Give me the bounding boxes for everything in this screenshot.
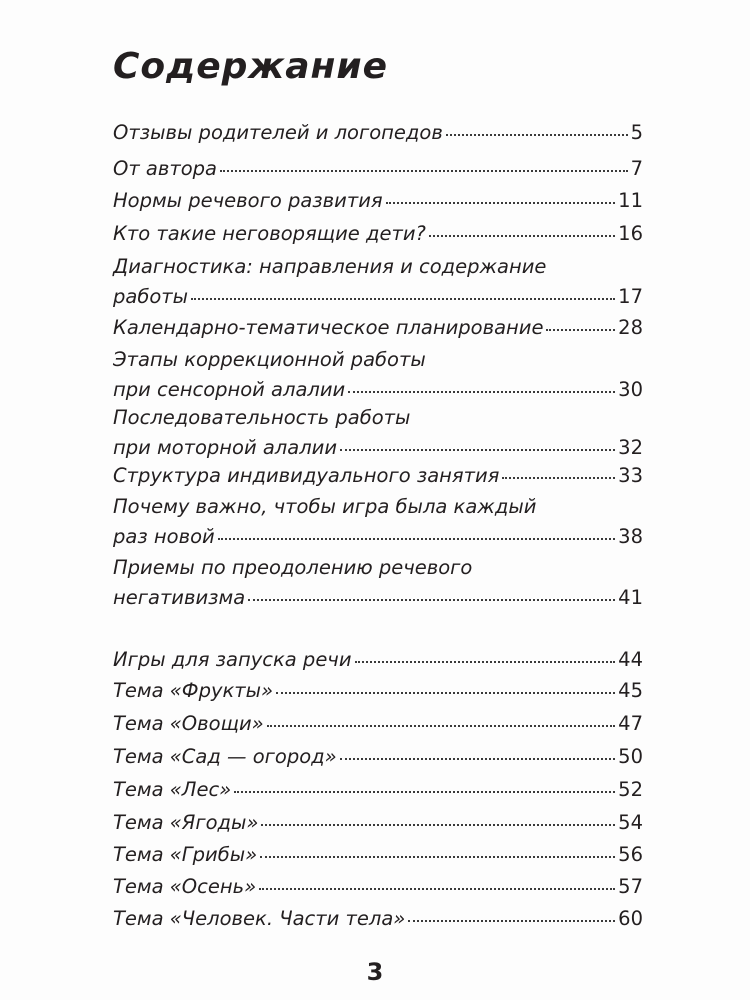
leader-dots: [218, 536, 616, 540]
leader-dots: [340, 447, 615, 451]
toc-entry-title: Диагностика: направления и содержание: [113, 255, 547, 278]
toc-entry-title: Тема «Осень»: [113, 875, 257, 898]
toc-entry-title: От автора: [113, 157, 217, 180]
toc-entry: [113, 118, 643, 148]
leader-dots: [546, 327, 615, 331]
leader-dots: [234, 789, 615, 793]
toc-entry: [113, 840, 643, 870]
toc-entry-page: 44: [618, 648, 643, 671]
toc-entry: [113, 904, 643, 934]
toc-entry: [113, 345, 643, 405]
toc-entry-title-continued: при сенсорной алалии: [113, 378, 346, 401]
toc-entry: [113, 154, 643, 184]
leader-dots: [267, 723, 616, 727]
toc-entry-title: Последовательность работы: [113, 406, 411, 429]
toc-entry: [113, 676, 643, 706]
leader-dots: [502, 475, 615, 479]
toc-entry-page: 5: [630, 121, 643, 144]
toc-entry-page: 32: [618, 436, 643, 459]
leader-dots: [408, 918, 615, 922]
toc-entry-page: 50: [618, 745, 643, 768]
toc-entry: [113, 645, 643, 675]
leader-dots: [446, 132, 628, 136]
toc-entry-page: 45: [618, 679, 643, 702]
leader-dots: [276, 690, 615, 694]
toc-entry: [113, 742, 643, 772]
toc-entry-page: 17: [618, 285, 643, 308]
toc-entry-page: 56: [618, 843, 643, 866]
leader-dots: [261, 822, 615, 826]
leader-dots: [259, 886, 615, 890]
toc-entry-page: 57: [618, 875, 643, 898]
toc-entry-page: 41: [618, 586, 643, 609]
leader-dots: [340, 756, 615, 760]
toc-entry-title: Тема «Грибы»: [113, 843, 258, 866]
toc-entry-title: Нормы речевого развития: [113, 189, 383, 212]
toc-entry-page: 30: [618, 378, 643, 401]
page-title: Содержание: [113, 46, 389, 87]
toc-entry-title: Тема «Ягоды»: [113, 811, 259, 834]
toc-entry-title-continued: негативизма: [113, 586, 246, 609]
toc-entry: [113, 775, 643, 805]
toc-entry-title: Этапы коррекционной работы: [113, 348, 426, 371]
toc-entry: [113, 872, 643, 902]
toc-entry-title: Календарно-тематическое планирование: [113, 316, 544, 339]
page-number: 3: [366, 958, 384, 986]
toc-entry-page: 11: [618, 189, 643, 212]
toc-entry-page: 60: [618, 907, 643, 930]
leader-dots: [386, 200, 616, 204]
toc-entry-title: Тема «Фрукты»: [113, 679, 274, 702]
toc-entry-title: Отзывы родителей и логопедов: [113, 121, 443, 144]
toc-entry-title: Тема «Человек. Части тела»: [113, 907, 406, 930]
toc-entry-page: 47: [618, 712, 643, 735]
toc-entry-page: 54: [618, 811, 643, 834]
toc-entry: [113, 709, 643, 739]
leader-dots: [248, 597, 615, 601]
toc-entry: [113, 313, 643, 343]
toc-entry-page: 38: [618, 525, 643, 548]
toc-entry: [113, 186, 643, 216]
toc-entry-title: Кто такие неговорящие дети?: [113, 222, 426, 245]
toc-entry-title-continued: работы: [113, 285, 189, 308]
toc-entry-title: Игры для запуска речи: [113, 648, 352, 671]
toc-entry-page: 7: [630, 157, 643, 180]
toc-entry-title: Тема «Сад — огород»: [113, 745, 337, 768]
toc-entry-title: Тема «Овощи»: [113, 712, 264, 735]
toc-entry-title-continued: при моторной алалии: [113, 436, 338, 459]
toc-entry-page: 52: [618, 778, 643, 801]
toc-entry: [113, 403, 643, 463]
toc-entry: [113, 808, 643, 838]
leader-dots: [260, 854, 615, 858]
toc-entry-title: Почему важно, чтобы игра была каждый: [113, 495, 537, 518]
toc-entry-title: Структура индивидуального занятия: [113, 464, 500, 487]
toc-entry: [113, 219, 643, 249]
toc-entry-title: Приемы по преодолению речевого: [113, 556, 473, 579]
leader-dots: [429, 233, 615, 237]
toc-entry-page: 33: [618, 464, 643, 487]
toc-entry: [113, 252, 643, 312]
toc-entry-page: 28: [618, 316, 643, 339]
toc-entry: [113, 553, 643, 613]
toc-entry-title: Тема «Лес»: [113, 778, 232, 801]
leader-dots: [191, 296, 615, 300]
leader-dots: [355, 659, 616, 663]
leader-dots: [220, 168, 628, 172]
toc-entry: [113, 461, 643, 491]
leader-dots: [348, 389, 615, 393]
toc-entry-page: 16: [618, 222, 643, 245]
toc-entry-title-continued: раз новой: [113, 525, 215, 548]
toc-entry: [113, 492, 643, 552]
